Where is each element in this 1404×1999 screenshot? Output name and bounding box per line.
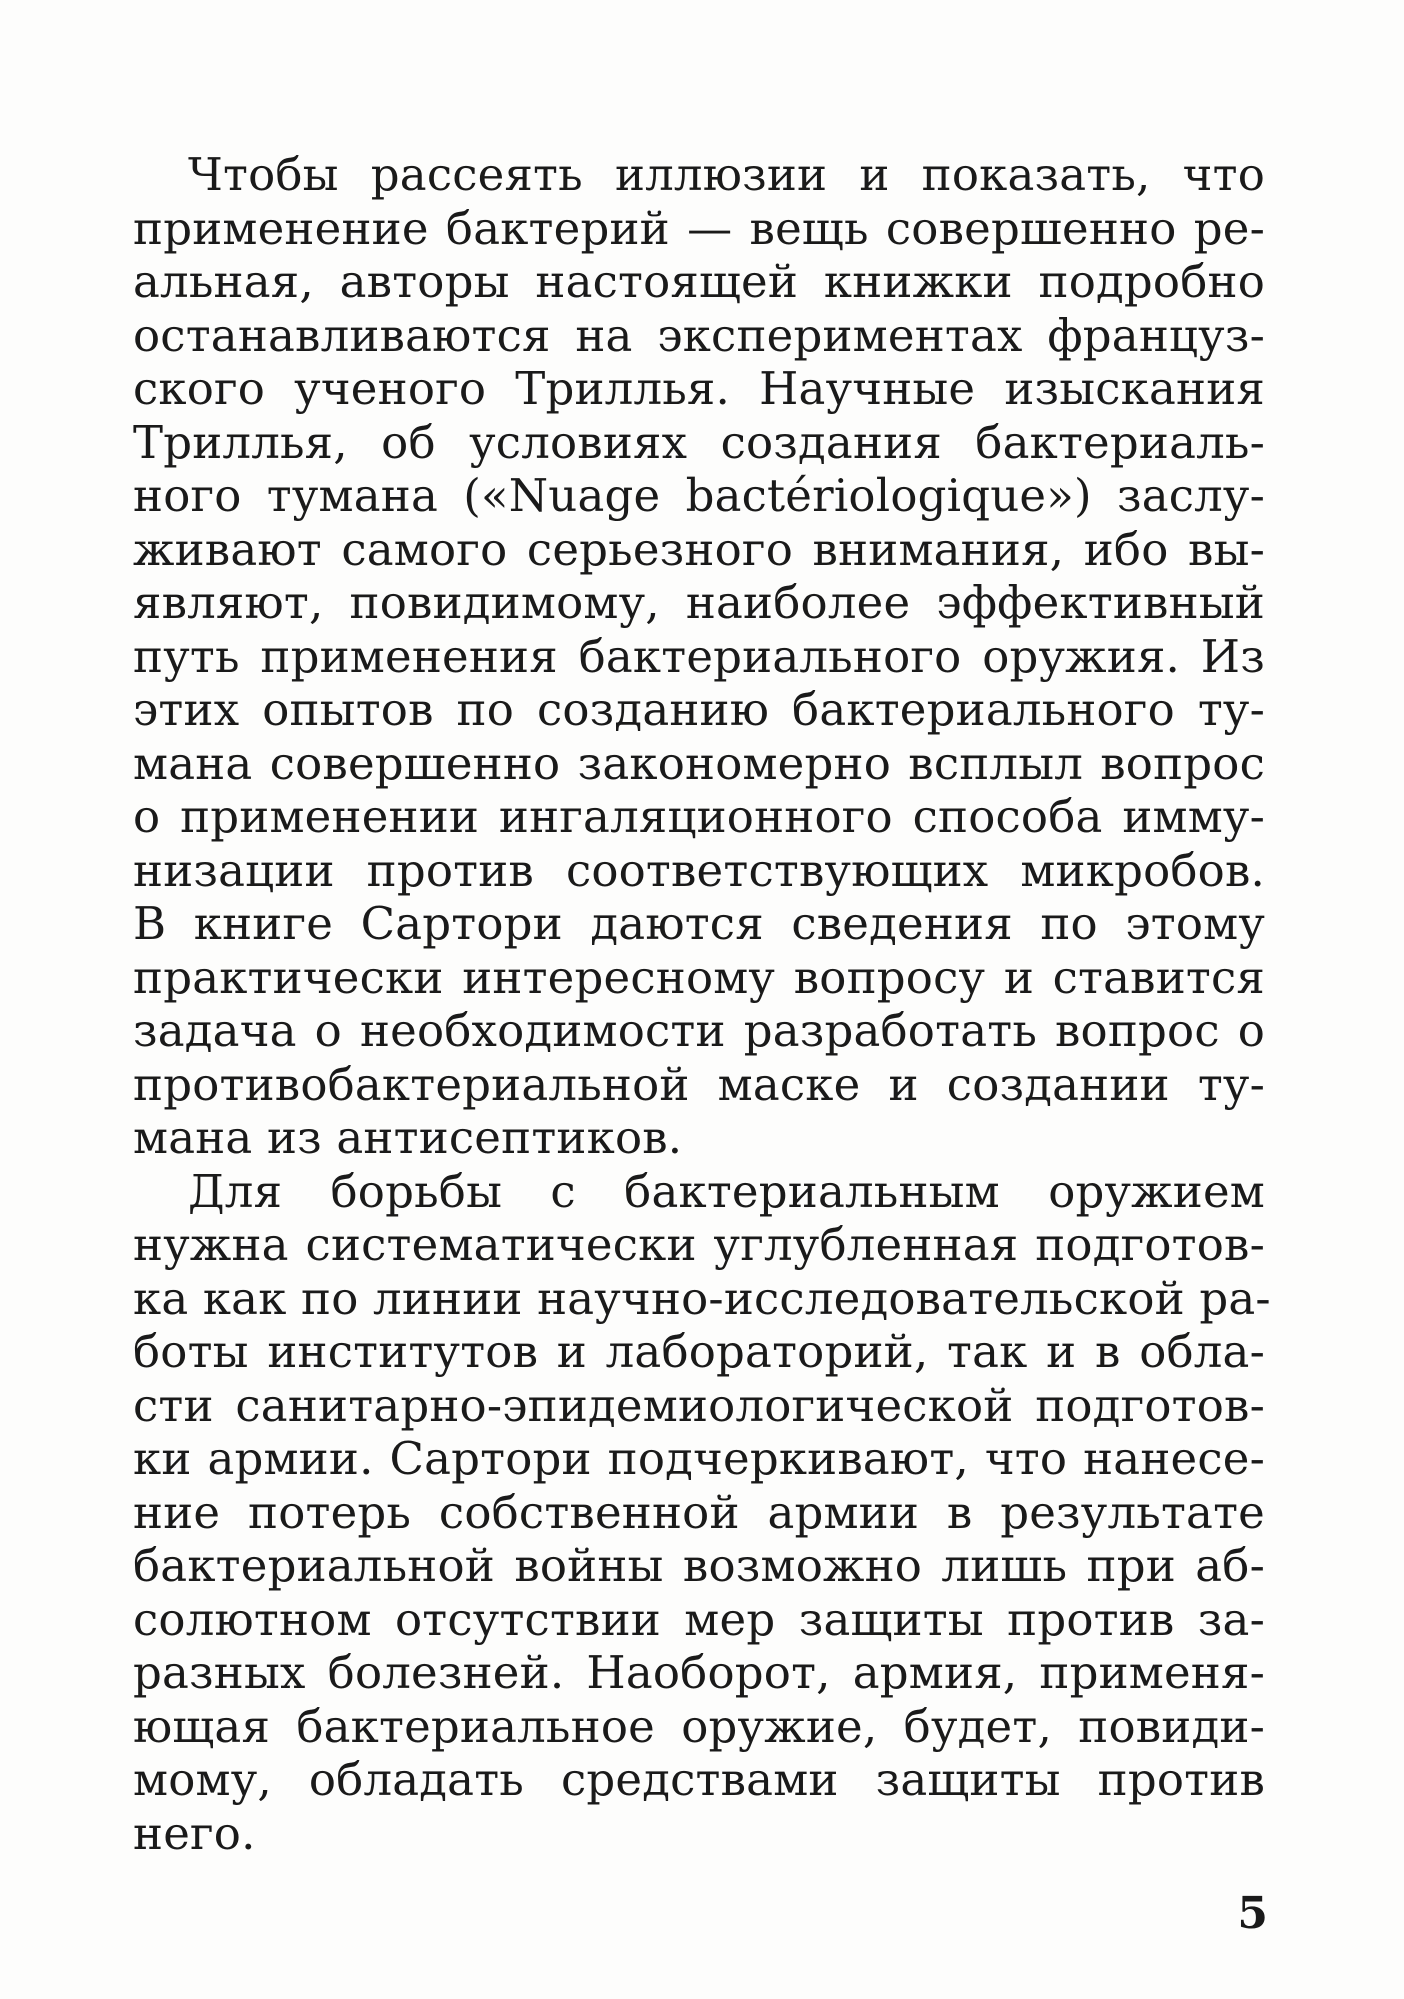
text-line: Триллья, об условиях создания бактериаль- [133, 415, 1265, 469]
body-text [133, 148, 1271, 1860]
text-line: солютном отсутствии мер защиты против за- [133, 1592, 1265, 1646]
text-line: В книге Сартори даются сведения по этому [133, 897, 1265, 950]
text-line: путь применения бактериального оружия. Из [133, 629, 1265, 683]
paragraph-2 [133, 1164, 1271, 1861]
text-line: него. [133, 1806, 256, 1860]
text-line: ющая бактериальное оружие, будет, повиди- [133, 1699, 1265, 1753]
text-line: противобактериальной маске и создании ту- [133, 1057, 1265, 1111]
text-line: Для борьбы с бактериальным оружием [188, 1164, 1265, 1218]
text-line: этих опытов по созданию бактериального ту- [133, 683, 1265, 736]
text-line: являют, повидимому, наиболее эффективный [133, 576, 1265, 629]
text-line: применение бактерий — вещь совершенно ре- [133, 201, 1265, 255]
text-line: разных болезней. Наоборот, армия, применя- [133, 1646, 1265, 1699]
text-line: ка как по линии научно-исследовательской ра- [133, 1271, 1271, 1325]
text-line: задача о необходимости разработать вопрос о [133, 1004, 1265, 1057]
text-line: Чтобы рассеять иллюзии и показать, что [188, 148, 1265, 201]
text-line: боты институтов и лабораторий, так и в обла- [133, 1325, 1265, 1378]
text-line: нужна систематически углубленная подготов- [133, 1218, 1265, 1271]
text-line: ского ученого Триллья. Научные изыскания [133, 362, 1265, 415]
paragraph-1 [133, 148, 1265, 1165]
text-line: мана из антисептиков. [133, 1111, 683, 1164]
text-line: сти санитарно-эпидемиологической подготов- [133, 1378, 1265, 1432]
text-line: низации против соответствующих микробов. [133, 843, 1265, 897]
text-line: ного тумана («Nuage bactériologique») заслу- [133, 469, 1265, 522]
text-line: практически интересному вопросу и ставится [133, 950, 1265, 1004]
text-line: бактериальной войны возможно лишь при аб- [133, 1539, 1265, 1592]
text-line: ки армии. Сартори подчеркивают, что нанесе- [133, 1432, 1265, 1485]
text-line: ние потерь собственной армии в результате [133, 1485, 1265, 1539]
text-line: о применении ингаляционного способа имму- [133, 790, 1265, 843]
text-line: альная, авторы настоящей книжки подробно [133, 255, 1265, 308]
text-line: мана совершенно закономерно всплыл вопрос [133, 736, 1265, 790]
text-line: живают самого серьезного внимания, ибо вы- [133, 522, 1265, 576]
text-line: мому, обладать средствами защиты против [133, 1753, 1265, 1806]
text-line: останавливаются на экспериментах француз- [133, 308, 1265, 362]
page-number: 5 [1237, 1888, 1268, 1939]
